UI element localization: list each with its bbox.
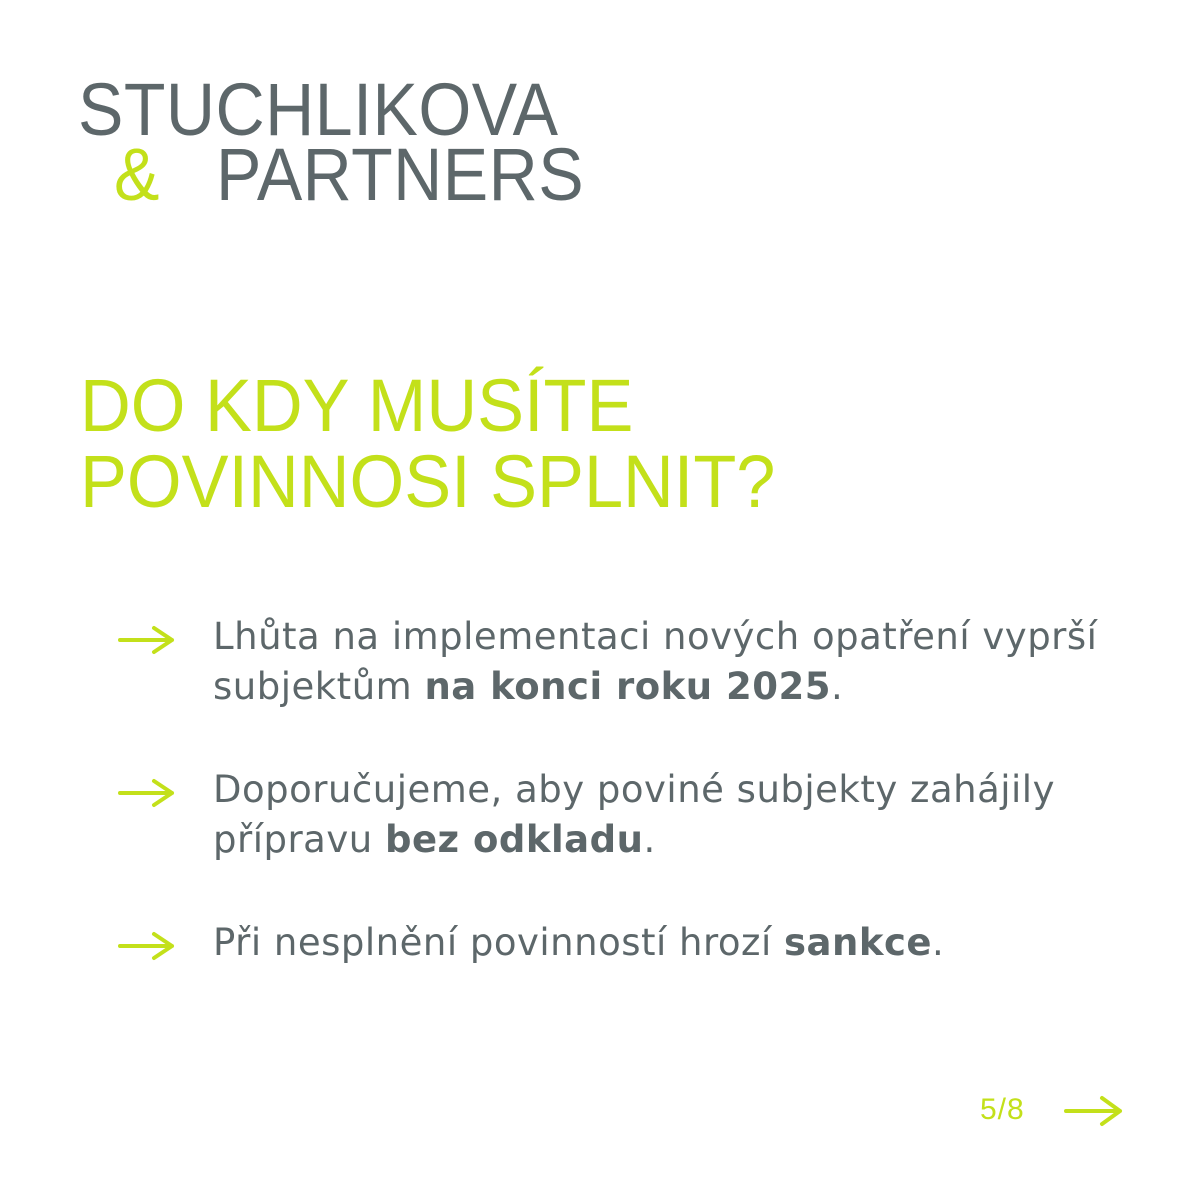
logo-ampersand: & — [114, 133, 160, 216]
bullet-item — [118, 612, 1118, 712]
logo-partners-line: PARTNERS — [216, 133, 585, 216]
bullet-list — [118, 612, 1118, 968]
bullet-text: Lhůta na implementaci nových opatření vyprší subjektům — [213, 615, 1098, 708]
bullet-item — [118, 918, 1118, 968]
bullet-emphasis: na konci roku 2025 — [424, 665, 831, 708]
next-arrow-icon[interactable] — [1064, 1094, 1124, 1128]
bullet-text: Doporučujeme, aby poviné subjekty zahájily přípravu — [213, 768, 1055, 861]
brand-logo — [78, 68, 638, 216]
bullet-text-end: . — [831, 665, 844, 708]
bullet-emphasis: bez odkladu — [384, 818, 644, 861]
bullet-text: Při nesplnění povinností hrozí — [213, 921, 784, 964]
bullet-item — [118, 765, 1118, 865]
bullet-emphasis: sankce — [784, 921, 932, 964]
page-title-line-1: DO KDY MUSÍTE — [80, 364, 634, 447]
logo-name-line: STUCHLIKOVA — [78, 68, 559, 151]
page-title-line-2: POVINNOSI SPLNIT? — [80, 440, 776, 523]
page-title — [80, 364, 776, 523]
bullet-text-end: . — [643, 818, 656, 861]
arrow-right-icon — [118, 931, 176, 961]
arrow-right-icon — [118, 625, 176, 655]
bullet-text-end: . — [931, 921, 945, 964]
arrow-right-icon — [118, 778, 176, 808]
page-counter: 5/8 — [980, 1093, 1025, 1126]
